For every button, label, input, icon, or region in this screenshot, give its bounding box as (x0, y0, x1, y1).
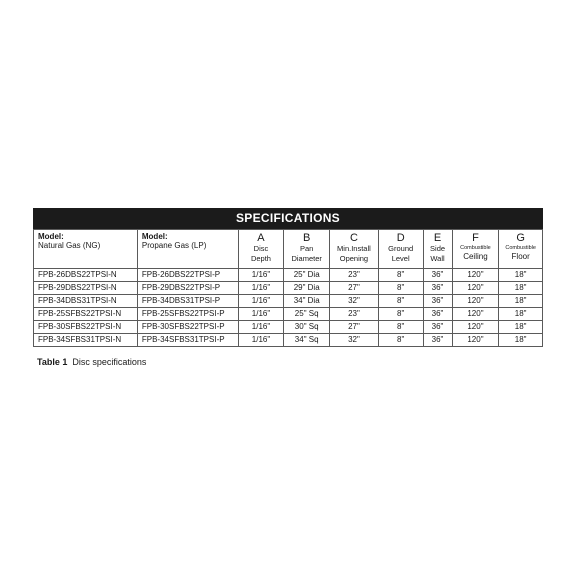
cell-combustible-floor: 18" (499, 295, 543, 308)
header-e-letter: E (433, 232, 442, 244)
cell-combustible-ceiling: 120" (452, 295, 499, 308)
cell-combustible-ceiling: 120" (452, 334, 499, 347)
cell-min-install-opening: 23" (330, 308, 379, 321)
header-a-line2: Depth (250, 254, 271, 263)
cell-combustible-floor: 18" (499, 308, 543, 321)
cell-min-install-opening: 27" (330, 321, 379, 334)
cell-disc-depth: 1/16" (238, 334, 284, 347)
cell-model-ng: FPB-30SFBS22TPSI-N (34, 321, 138, 334)
header-f-line1: Combustible (460, 245, 491, 251)
table-row (34, 308, 543, 321)
cell-side-wall: 36" (423, 282, 452, 295)
cell-model-ng: FPB-26DBS22TPSI-N (34, 269, 138, 282)
cell-disc-depth: 1/16" (238, 269, 284, 282)
cell-model-lp: FPB-25SFBS22TPSI-P (137, 308, 238, 321)
cell-model-ng: FPB-34DBS31TPSI-N (34, 295, 138, 308)
cell-pan-diameter: 25" Sq (284, 308, 330, 321)
header-c-letter: C (349, 232, 358, 244)
cell-min-install-opening: 27" (330, 282, 379, 295)
header-model-ng-sub: Natural Gas (NG) (38, 241, 101, 250)
header-b-line2: Diameter (291, 254, 322, 263)
header-d-letter: D (396, 232, 405, 244)
cell-ground-level: 8" (378, 295, 423, 308)
cell-ground-level: 8" (378, 308, 423, 321)
header-d-line1: Ground (388, 244, 414, 253)
header-b-letter: B (303, 232, 311, 244)
table-row (34, 295, 543, 308)
header-model-lp (137, 230, 238, 269)
header-c (330, 230, 379, 269)
header-row (34, 230, 543, 269)
cell-model-ng: FPB-34SFBS31TPSI-N (34, 334, 138, 347)
cell-min-install-opening: 32" (330, 334, 379, 347)
cell-ground-level: 8" (378, 334, 423, 347)
cell-combustible-floor: 18" (499, 269, 543, 282)
header-g-line2: Floor (511, 252, 530, 261)
cell-ground-level: 8" (378, 321, 423, 334)
header-model-ng (34, 230, 138, 269)
cell-combustible-ceiling: 120" (452, 308, 499, 321)
cell-model-lp: FPB-26DBS22TPSI-P (137, 269, 238, 282)
cell-side-wall: 36" (423, 269, 452, 282)
header-model-lp-sub: Propane Gas (LP) (141, 241, 207, 250)
cell-disc-depth: 1/16" (238, 308, 284, 321)
header-c-line2: Opening (339, 254, 369, 263)
cell-pan-diameter: 30" Sq (284, 321, 330, 334)
specifications-panel (33, 208, 543, 347)
header-g (499, 230, 543, 269)
cell-combustible-ceiling: 120" (452, 282, 499, 295)
header-g-line1: Combustible (505, 245, 536, 251)
cell-side-wall: 36" (423, 334, 452, 347)
header-model-ng-label: Model: (38, 232, 64, 241)
header-a (238, 230, 284, 269)
table-row (34, 282, 543, 295)
cell-pan-diameter: 34" Dia (284, 295, 330, 308)
header-b (284, 230, 330, 269)
cell-model-ng: FPB-25SFBS22TPSI-N (34, 308, 138, 321)
header-model-lp-label: Model: (141, 232, 168, 241)
cell-ground-level: 8" (378, 282, 423, 295)
header-a-line1: Disc (253, 244, 269, 253)
cell-model-lp: FPB-34DBS31TPSI-P (137, 295, 238, 308)
header-d-line2: Level (391, 254, 410, 263)
header-e-line2: Wall (430, 254, 445, 263)
header-g-letter: G (516, 232, 525, 244)
header-c-line1: Min.Install (337, 244, 371, 253)
cell-min-install-opening: 32" (330, 295, 379, 308)
header-f (452, 230, 499, 269)
cell-pan-diameter: 25" Dia (284, 269, 330, 282)
cell-model-lp: FPB-29DBS22TPSI-P (137, 282, 238, 295)
cell-side-wall: 36" (423, 295, 452, 308)
cell-side-wall: 36" (423, 308, 452, 321)
header-a-letter: A (257, 232, 265, 244)
cell-min-install-opening: 23" (330, 269, 379, 282)
table-row (34, 334, 543, 347)
header-f-letter: F (472, 232, 479, 244)
table-row (34, 269, 543, 282)
cell-combustible-floor: 18" (499, 282, 543, 295)
cell-combustible-floor: 18" (499, 334, 543, 347)
cell-pan-diameter: 29" Dia (284, 282, 330, 295)
cell-disc-depth: 1/16" (238, 282, 284, 295)
header-d (378, 230, 423, 269)
table-row (34, 321, 543, 334)
cell-pan-diameter: 34" Sq (284, 334, 330, 347)
cell-disc-depth: 1/16" (238, 321, 284, 334)
header-e-line1: Side (430, 244, 446, 253)
cell-model-lp: FPB-34SFBS31TPSI-P (137, 334, 238, 347)
table-caption-text: Disc specifications (72, 357, 147, 367)
cell-side-wall: 36" (423, 321, 452, 334)
cell-ground-level: 8" (378, 269, 423, 282)
cell-combustible-ceiling: 120" (452, 321, 499, 334)
specifications-title: SPECIFICATIONS (33, 208, 543, 229)
cell-model-lp: FPB-30SFBS22TPSI-P (137, 321, 238, 334)
header-b-line1: Pan (300, 244, 314, 253)
specifications-table (33, 229, 543, 347)
header-f-line2: Ceiling (463, 252, 488, 261)
cell-combustible-floor: 18" (499, 321, 543, 334)
table-caption-label: Table 1 (37, 357, 68, 367)
cell-combustible-ceiling: 120" (452, 269, 499, 282)
cell-disc-depth: 1/16" (238, 295, 284, 308)
table-caption (37, 357, 146, 367)
header-e (423, 230, 452, 269)
cell-model-ng: FPB-29DBS22TPSI-N (34, 282, 138, 295)
